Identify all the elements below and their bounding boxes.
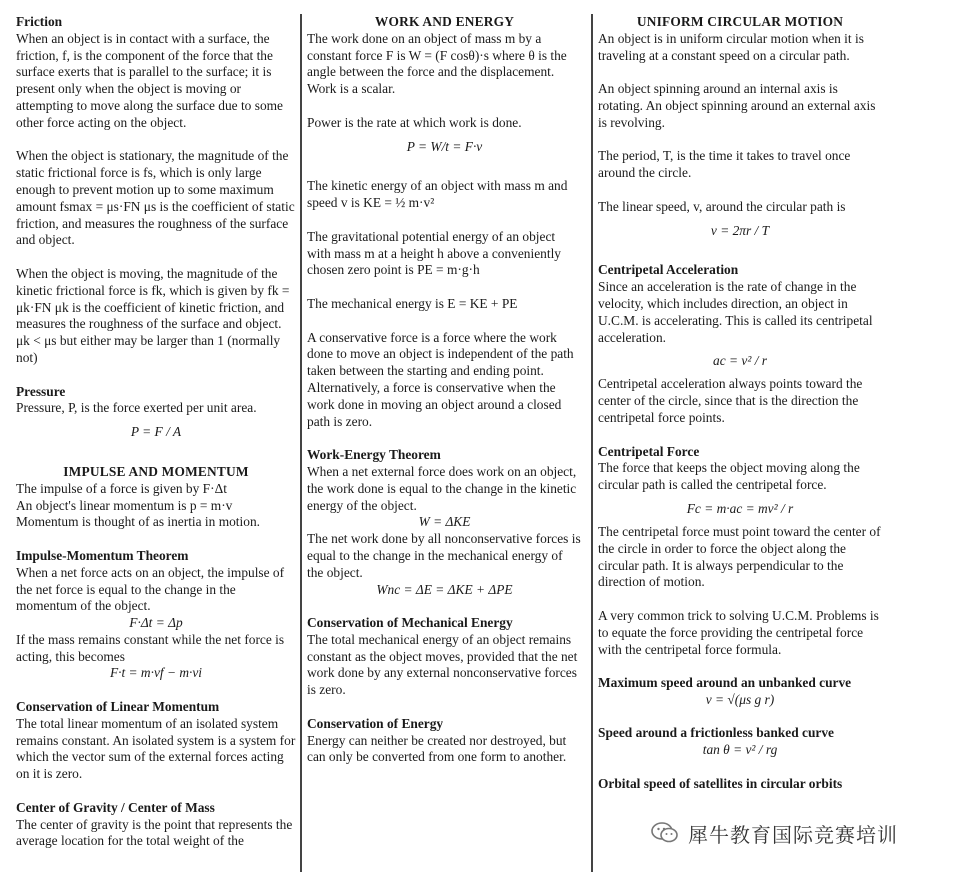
impulse-momentum-theorem-paragraph: When a net force acts on an object, the impulse of the net force is equal to the change in the momentum of the object. [16, 564, 285, 614]
conservative-force-paragraph: A conservative force is a force where the work done to move an object is independent of the path taken between the starting and ending point. Alternatively, a force is conservative when the work done in moving an object around a closed path is zero. [307, 329, 574, 429]
work-energy-paragraph-2: The net work done by all nonconservative forces is equal to the change in the mechanical energy of the object. [307, 531, 581, 580]
unbanked-curve-heading: Maximum speed around an unbanked curve [598, 675, 852, 691]
work-paragraph: The work done on an object of mass m by a constant force F is W = (F cosθ)·s where θ is the angle between the force and the displacement. Work is a scalar. [307, 30, 567, 97]
ucm-paragraph-4: The linear speed, v, around the circular path is [598, 198, 846, 214]
conservation-linear-momentum-heading: Conservation of Linear Momentum [16, 699, 220, 715]
centripetal-force-paragraph: The force that keeps the object moving along the circular path is called the centripetal force. [598, 460, 860, 493]
circular-motion-section-title: UNIFORM CIRCULAR MOTION [636, 14, 844, 29]
pressure-heading: Pressure [16, 383, 66, 399]
friction-heading: Friction [16, 14, 63, 29]
watermark-text: 犀牛教育国际竞赛培训 [688, 822, 898, 847]
column-divider-2 [591, 14, 593, 872]
centripetal-force-paragraph-2: The centripetal force must point toward the center of the circle in order to force the object along the circular path. It is always perpendicular to the direction of motion. [598, 523, 881, 590]
impulse-momentum-formula-1: F·Δt = Δp [129, 615, 183, 631]
centripetal-acceleration-formula: ac = v² / r [713, 353, 767, 369]
kinetic-energy-paragraph: The kinetic energy of an object with mass m and speed v is KE = ½ m·v² [307, 178, 568, 211]
conservation-mechanical-energy-paragraph: The total mechanical energy of an object remains constant as the object moves, provided that the net work done by any external nonconservative forces is zero. [307, 631, 578, 698]
conservation-linear-momentum-paragraph: The total linear momentum of an isolated system remains constant. An isolated system is a system for which the vector sum of the external forces acting on it is zero. [16, 715, 296, 782]
orbital-speed-heading: Orbital speed of satellites in circular orbits [598, 775, 843, 791]
banked-curve-formula: tan θ = v² / rg [702, 742, 778, 758]
mechanical-energy-paragraph: The mechanical energy is E = KE + PE [307, 295, 518, 311]
column-work-energy [307, 14, 582, 872]
momentum-definition: An object's linear momentum is p = m·v [16, 497, 233, 513]
friction-paragraph-2: When the object is stationary, the magnitude of the static frictional force is fs, which is only large enough to prevent motion up to some maximum amount fsmax = μs·FN μs is the coefficient of static friction, and measures the roughness of the surface and object. [16, 148, 295, 248]
center-of-gravity-paragraph: The center of gravity is the point that represents the average location for the total weight of the [16, 816, 293, 849]
center-of-gravity-heading: Center of Gravity / Center of Mass [16, 799, 215, 815]
unbanked-curve-formula: v = √(μs g r) [705, 691, 775, 707]
wechat-icon [650, 820, 680, 846]
pressure-formula: P = F / A [130, 424, 182, 440]
impulse-momentum-formula-2: F·t = m·vf − m·vi [109, 665, 203, 681]
ucm-paragraph-3: The period, T, is the time it takes to travel once around the circle. [598, 148, 851, 181]
column-circular-motion [598, 14, 882, 872]
column-divider-1 [300, 14, 302, 872]
ucm-paragraph-2: An object spinning around an internal axis is rotating. An object spinning around an external axis is revolving. [598, 81, 876, 130]
watermark [650, 816, 950, 850]
work-energy-section-title: WORK AND ENERGY [374, 14, 515, 29]
power-paragraph: Power is the rate at which work is done. [307, 114, 522, 130]
impulse-definition: The impulse of a force is given by F·Δt [16, 480, 227, 496]
work-energy-formula-1: W = ΔKE [418, 514, 471, 530]
ucm-paragraph-1: An object is in uniform circular motion when it is traveling at a constant speed on a circular path. [598, 30, 864, 63]
impulse-momentum-theorem-heading: Impulse-Momentum Theorem [16, 547, 189, 563]
pressure-paragraph: Pressure, P, is the force exerted per unit area. [16, 400, 257, 416]
work-energy-theorem-paragraph: When a net external force does work on an object, the work done is equal to the change in the kinetic energy of the object. [307, 463, 577, 513]
momentum-inertia-note: Momentum is thought of as inertia in motion. [16, 514, 260, 530]
banked-curve-heading: Speed around a frictionless banked curve [598, 725, 834, 741]
centripetal-acceleration-heading: Centripetal Acceleration [598, 262, 739, 278]
work-energy-theorem-heading: Work-Energy Theorem [307, 447, 441, 463]
centripetal-force-heading: Centripetal Force [598, 443, 700, 459]
column-friction-momentum [16, 14, 296, 872]
centripetal-force-paragraph-3: A very common trick to solving U.C.M. Problems is to equate the force providing the centripetal force with the centripetal force formula. [598, 607, 879, 657]
potential-energy-paragraph: The gravitational potential energy of an object with mass m at a height h above a conveniently chosen zero point is PE = m·g·h [307, 228, 561, 278]
conservation-energy-heading: Conservation of Energy [307, 715, 444, 731]
centripetal-acceleration-paragraph: Since an acceleration is the rate of change in the velocity, which includes direction, an object in U.C.M. is accelerating. This is called its centripetal acceleration. [598, 279, 873, 345]
power-formula: P = W/t = F·v [406, 138, 483, 154]
centripetal-acceleration-paragraph-2: Centripetal acceleration always points toward the center of the circle, since that is the direction the centripetal force points. [598, 376, 863, 425]
impulse-momentum-section-title: IMPULSE AND MOMENTUM [63, 463, 249, 479]
conservation-mechanical-energy-heading: Conservation of Mechanical Energy [307, 615, 513, 631]
friction-paragraph-3: When the object is moving, the magnitude of the kinetic frictional force is fk, which is given by fk = μk·FN μk is the coefficient of kinetic friction, and measures the roughness of the surface and object. μk < μs but either may be larger than 1 (normally not) [16, 265, 290, 365]
centripetal-force-formula: Fc = m·ac = mv² / r [686, 500, 794, 516]
work-energy-formula-2: Wnc = ΔE = ΔKE + ΔPE [376, 581, 513, 597]
friction-paragraph-1: When an object is in contact with a surface, the friction, f, is the component of the force that the surface exerts that is parallel to the surface; it is present only when the object is moving or attempting to move along the surface due to some other force acting on the object. [16, 30, 283, 130]
linear-speed-formula: v = 2πr / T [710, 222, 770, 238]
impulse-momentum-paragraph-2: If the mass remains constant while the net force is acting, this becomes [16, 631, 285, 664]
conservation-energy-paragraph: Energy can neither be created nor destroyed, but can only be converted from one form to another. [307, 732, 567, 765]
